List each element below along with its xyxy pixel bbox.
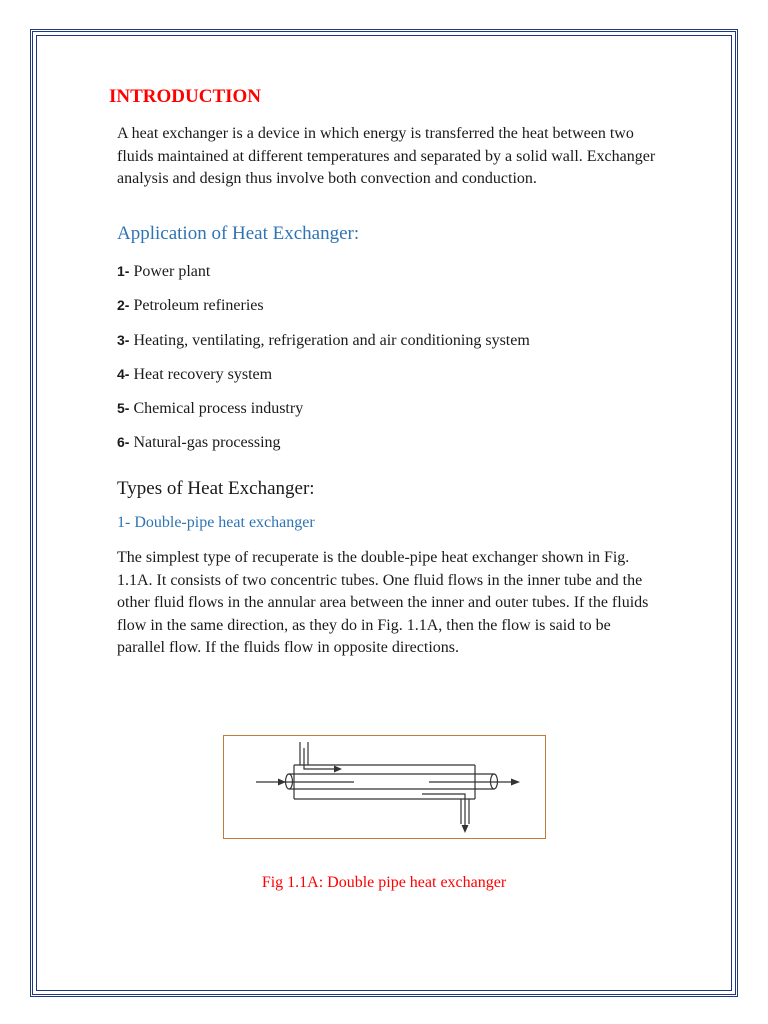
list-item-text: Heat recovery system bbox=[133, 365, 273, 383]
list-item bbox=[117, 429, 530, 463]
intro-paragraph: A heat exchanger is a device in which energy is transferred the heat between two fluids maintained at different temperatures and separated by a solid wall. Exchanger analysis and design thus involve both convection and conduction. bbox=[117, 125, 656, 187]
list-item-number: 1- bbox=[117, 263, 130, 279]
list-item bbox=[117, 292, 530, 326]
list-item-number: 6- bbox=[117, 434, 130, 451]
list-item bbox=[117, 327, 530, 361]
double-pipe-paragraph: The simplest type of recuperate is the double-pipe heat exchanger shown in Fig. 1.1A. It consists of two concentric tubes. One fluid flows in the inner tube and the other fluid flows in the annular area between the inner and outer tubes. If the fluids flow in the same direction, as they do in Fig. 1.1A, then the flow is said to be parallel flow. If the fluids flow in opposite directions. bbox=[117, 549, 649, 656]
list-item-text: Power plant bbox=[133, 263, 211, 280]
double-pipe-heading: 1- Double-pipe heat exchanger bbox=[117, 514, 315, 531]
annulus-arrowhead bbox=[334, 766, 342, 773]
outlet-arrowhead bbox=[462, 825, 469, 833]
list-item-number: 3- bbox=[117, 331, 130, 348]
list-item-number: 5- bbox=[117, 400, 130, 417]
applications-list bbox=[117, 258, 530, 464]
list-item bbox=[117, 361, 530, 395]
list-item-text: Petroleum refineries bbox=[133, 297, 264, 315]
inner-outlet-arrowhead bbox=[511, 779, 520, 786]
figure-double-pipe bbox=[223, 735, 546, 839]
introduction-heading: INTRODUCTION bbox=[109, 86, 262, 107]
list-item-text: Heating, ventilating, refrigeration and air conditioning system bbox=[133, 331, 530, 349]
list-item-text: Natural-gas processing bbox=[133, 434, 281, 452]
figure-caption: Fig 1.1A: Double pipe heat exchanger bbox=[261, 874, 507, 891]
list-item-number: 2- bbox=[117, 297, 130, 314]
inner-inlet-arrowhead bbox=[278, 779, 286, 786]
list-item bbox=[117, 258, 530, 292]
annulus-inlet-flow bbox=[304, 748, 336, 769]
list-item-text: Chemical process industry bbox=[133, 400, 304, 418]
list-item-number: 4- bbox=[117, 365, 130, 382]
applications-heading: Application of Heat Exchanger: bbox=[117, 223, 360, 244]
types-heading: Types of Heat Exchanger: bbox=[117, 478, 315, 499]
list-item bbox=[117, 395, 530, 429]
double-pipe-diagram bbox=[224, 736, 545, 838]
